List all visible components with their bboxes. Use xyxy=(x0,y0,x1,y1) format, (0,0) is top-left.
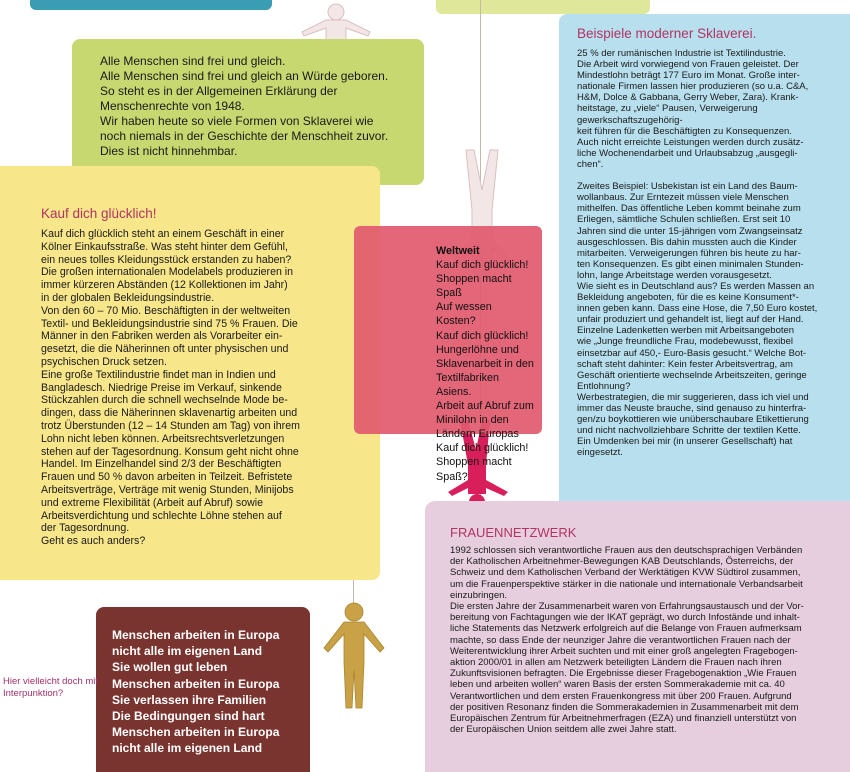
paper-doll-figure-gold xyxy=(318,600,390,710)
top-teal-tab xyxy=(30,0,272,10)
poem-title: Weltweit xyxy=(436,245,480,257)
section-heading: Kauf dich glücklich! xyxy=(41,206,157,221)
statement-line: Wir haben heute so viele Formen von Sklaverei wie xyxy=(100,114,374,128)
europe-poem-box: Menschen arbeiten in Europa nicht alle im eigenen Land Sie wollen gut leben Menschen arbeiten in Europa Sie verlassen ihre Familien Die Bedingungen sind hart Menschen arbeiten in Europa nicht alle im eigenen Land xyxy=(96,607,310,772)
kauf-dich-gluecklich-box xyxy=(0,166,380,580)
human-rights-statement-box xyxy=(72,39,424,185)
statement-line: noch niemals in der Geschichte der Menschheit zuvor. xyxy=(100,129,389,143)
section-body: 1992 schlossen sich verantwortliche Frauen aus den deutschsprachigen Verbänden der Katholischen Arbeitnehmer-Bewegungen KAB Deutschlands, Österreichs, der Schweiz und dem Katholischen Verband der Werktätigen KVW Südtirol zusammen, um die Frauenperspektive stärker in die nationale und internationale Verbandsarbeit einzubringen. Die ersten Jahre der Zusammenarbeit waren von Erfahrungsaustausch und der Vor- bereitung von Fachtagungen wie der IKAT geprägt, wo durch Infostände und inhalt- liche Statements das Netzwerk erfolgreich auf die Belange von Frauen aufmerksam machte, so dass Ende der neunziger Jahre die verantwortlichen Frauen nach der Weiterentwicklung ihrer Arbeit suchten und mit einer groß angelegten Fragebogen- aktion 2000/01 in allen am Netzwerk beteiligten Ländern die Frauen nach ihren Zukunftsvisionen befragten. Die Ergebnisse dieser Fragebogenaktion „Wie Frauen leben und arbeiten wollen“ waren Basis der ersten Sommerakademie mit ca. 40 Verantwortlichen und dem ersten Frauenkongress mit über 200 Frauen. Aufgrund der positiven Resonanz finden die Sommerakademien in Zusammenarbeit mit dem Europäischen Zentrum für Arbeitnehmerfragen (EZA) und finanziell unterstützt von der Europäischen Union seitdem alle zwei Jahre statt. xyxy=(450,545,804,736)
section-heading: FRAUENNETZWERK xyxy=(450,525,577,540)
statement-line: Menschenrechte von 1948. xyxy=(100,99,245,113)
statement-line: Alle Menschen sind frei und gleich. xyxy=(100,54,286,68)
poem-lines: Kauf dich glücklich! Shoppen macht Spaß Auf wessen Kosten? Kauf dich glücklich! Hungerlöhne und Sklavenarbeit in den Textilfabriken Asiens. Arbeit auf Abruf zum Minilohn in den Ländern Europas Kauf dich glücklich! Shoppen macht Spaß? xyxy=(436,259,534,483)
statement-line: Dies ist nicht hinnehmbar. xyxy=(100,144,238,158)
statement-line: Alle Menschen sind frei und gleich an Würde geboren. xyxy=(100,69,389,83)
statement-line: So steht es in der Allgemeinen Erklärung der xyxy=(100,84,338,98)
modern-slavery-examples-box xyxy=(559,14,850,517)
weltweit-poem-box xyxy=(354,226,542,483)
top-green-tab xyxy=(436,0,650,14)
frauennetzwerk-box xyxy=(425,501,850,772)
section-body: Kauf dich glücklich steht an einem Geschäft in einer Kölner Einkaufsstraße. Was steht hinter dem Gefühl, ein neues tolles Kleidungsstück erstanden zu haben? Die großen internationalen Modelabels produzieren in immer kürzeren Abständen (12 Kollektionen im Jahr) in der globalen Bekleidungsindustrie. Von den 60 – 70 Mio. Beschäftigten in der weltweiten Textil- und Bekleidungsindustrie sind 75 % Frauen. Die Männer in den Fabriken werden als Vorarbeiter ein- gesetzt, die die Näherinnen oft unter physischen und psychischen Druck setzen. Eine große Textilindustrie findet man in Indien und Bangladesch. Niedrige Preise im Verkauf, sinkende Stückzahlen durch die schnell wechselnde Mode be- dingen, dass die Näherinnen sklavenartig arbeiten und trotz Überstunden (12 – 14 Stunden am Tag) von ihrem Lohn nicht leben können. Arbeitsrechtsverletzungen stehen auf der Tagesordnung. Konsum geht nicht ohne Handel. Im Einzelhandel sind 2/3 der Beschäftigten Frauen und 50 % davon arbeiten in Teilzeit. Befristete Arbeitsverträge, Verträge mit wenig Stunden, Minijobs und extreme Flexibilität (Arbeit auf Abruf) sowie Arbeitsverdichtung und schlechte Löhne stehen auf der Tagesordnung. Geht es auch anders? xyxy=(41,228,300,548)
margin-note: Hier vielleicht doch mit Interpunktion? xyxy=(3,676,99,699)
section-body: 25 % der rumänischen Industrie ist Textilindustrie. Die Arbeit wird vorwiegend von Frauen geleistet. Der Mindestlohn beträgt 177 Euro im Monat. Große inter- nationale Firmen lassen hier produzieren (so u.a. C&A, H&M, Dolce & Gabbana, Gerry Weber, Zara). Krank- heitstage, zu „viele“ Pausen, Verweigerung gewerkschaftszugehörig- keit führen für die Beschäftigten zu Konsequenzen. Auch nicht erreichte Leistungen werden durch zusätz- liche Wochenendarbeit und Urlaubsabzug „ausgegli- chen“. Zweites Beispiel: Usbekistan ist ein Land des Baum- wollanbaus. Zur Erntezeit müssen viele Menschen mithelfen. Das öffentliche Leben kommt beinahe zum Erliegen, sämtliche Schulen schließen. Erst seit 10 Jahren sind die unter 15-jährigen vom Zwangseinsatz ausgeschlossen. Bis dahin mussten auch die Kinder mitarbeiten. Verweigerungen führen bis heute zu har- ten Konsequenzen. Es gibt einen minimalen Stunden- lohn, lange Arbeitstage werden vorausgesetzt. Wie sieht es in Deutschland aus? Es werden Massen an Bekleidung angeboten, für die es keine Konsument*- innen geben kann. Dass eine Hose, die 7,50 Euro kostet, unfair produziert und gehandelt ist, liegt auf der Hand. Einzelne Ladenketten werben mit Arbeitsangeboten wie „Junge freundliche Frau, modebewusst, flexibel einsetzbar auf 450,- Euro-Basis gesucht.“ Welche Bot- schaft steht dahinter: Kein fester Arbeitsvertrag, am Geschäft orientierte wechselnde Arbeitszeiten, geringe Entlohnung? Werbestrategien, die mir suggerieren, dass ich viel und immer das Neuste brauche, sind genauso zu hinterfra- gen/zu boykottieren wie unüberschaubare Etikettierung und nicht nachvollziehbare Schritte der textilen Kette. Ein Umdenken bei mir (in unserer Gesellschaft) hat eingesetzt. xyxy=(577,48,818,459)
section-heading: Beispiele moderner Sklaverei. xyxy=(577,26,757,41)
